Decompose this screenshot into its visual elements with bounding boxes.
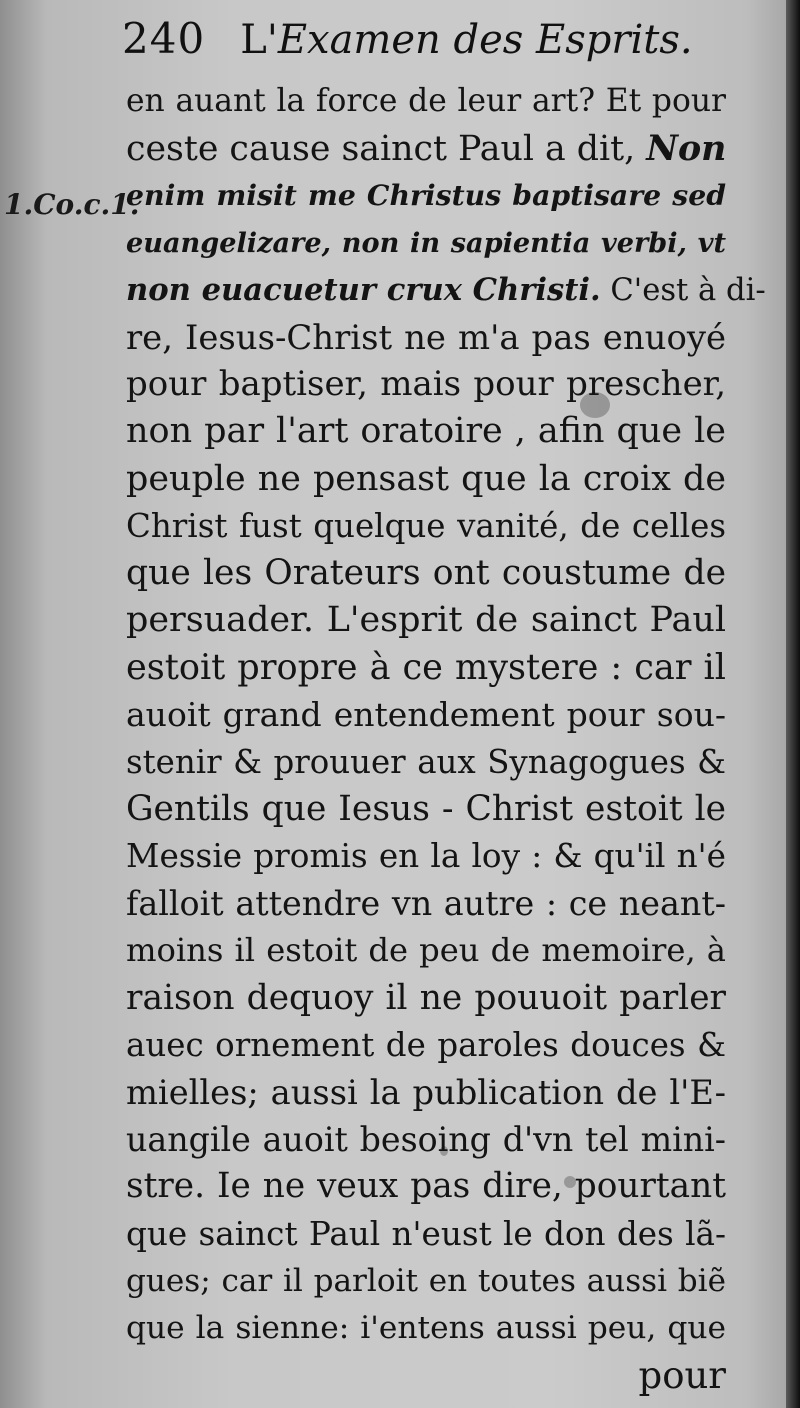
text-line: en auant la force de leur art? Et pour — [126, 83, 726, 119]
text-line: persuader. L'esprit de sainct Paul — [126, 600, 726, 641]
text-line: que les Orateurs ont coustume de — [126, 552, 726, 593]
text-segment-italic: non euacuetur crux Christi. — [126, 271, 601, 308]
text-line: raison dequoy il ne pouuoit parler — [126, 977, 726, 1018]
running-header — [122, 14, 693, 70]
text-line — [126, 267, 766, 314]
body-text — [126, 78, 766, 1399]
text-line: Messie promis en la loy : & qu'il n'é — [126, 837, 726, 875]
text-line: gues; car il parloit en toutes aussi biẽ — [126, 1262, 726, 1299]
text-line: auec ornement de paroles douces & — [126, 1025, 726, 1064]
text-line: que sainct Paul n'eust le don des lã- — [126, 1214, 726, 1253]
catchword: pour — [638, 1354, 726, 1398]
text-line: enim misit me Christus baptisare sed — [126, 178, 726, 213]
text-line: stenir & prouuer aux Synagogues & — [126, 742, 726, 781]
text-line: estoit propre à ce mystere : car il — [126, 647, 726, 689]
text-line: re, Iesus-Christ ne m'a pas enuoyé — [126, 317, 726, 357]
text-segment-roman: ceste cause sainct Paul a dit, — [126, 129, 647, 170]
text-line: stre. Ie ne veux pas dire, pourtant — [126, 1166, 726, 1207]
text-line: euangelizare, non in sapientia verbi, vt — [126, 227, 726, 259]
page-edge-shadow — [786, 0, 800, 1408]
text-segment-italic: Non — [646, 128, 727, 170]
running-title — [240, 17, 692, 63]
text-line: moins il estoit de peu de memoire, à — [126, 931, 726, 970]
text-line: auoit grand entendement pour sou- — [126, 695, 726, 735]
running-title-prefix: L' — [240, 17, 278, 63]
text-line: peuple ne pensast que la croix de — [126, 458, 726, 499]
text-line — [126, 125, 726, 172]
text-line: Christ fust quelque vanité, de celles — [126, 506, 726, 545]
text-line: Gentils que Iesus - Christ estoit le — [126, 788, 726, 829]
margin-note: 1.Co.c.1. — [4, 188, 140, 221]
text-segment-roman: C'est à di- — [600, 272, 766, 308]
text-line: non par l'art oratoire , afin que le — [126, 411, 726, 452]
running-title-main: Examen des Esprits. — [277, 17, 693, 63]
page-number: 240 — [122, 14, 206, 63]
text-line: que la sienne: i'entens aussi peu, que — [126, 1309, 726, 1346]
text-line: falloit attendre vn autre : ce neant- — [126, 884, 726, 924]
text-line: uangile auoit besoing d'vn tel mini- — [126, 1120, 726, 1160]
text-line: pour baptiser, mais pour prescher, — [126, 364, 726, 405]
text-line: mielles; aussi la publication de l'E- — [126, 1072, 726, 1112]
